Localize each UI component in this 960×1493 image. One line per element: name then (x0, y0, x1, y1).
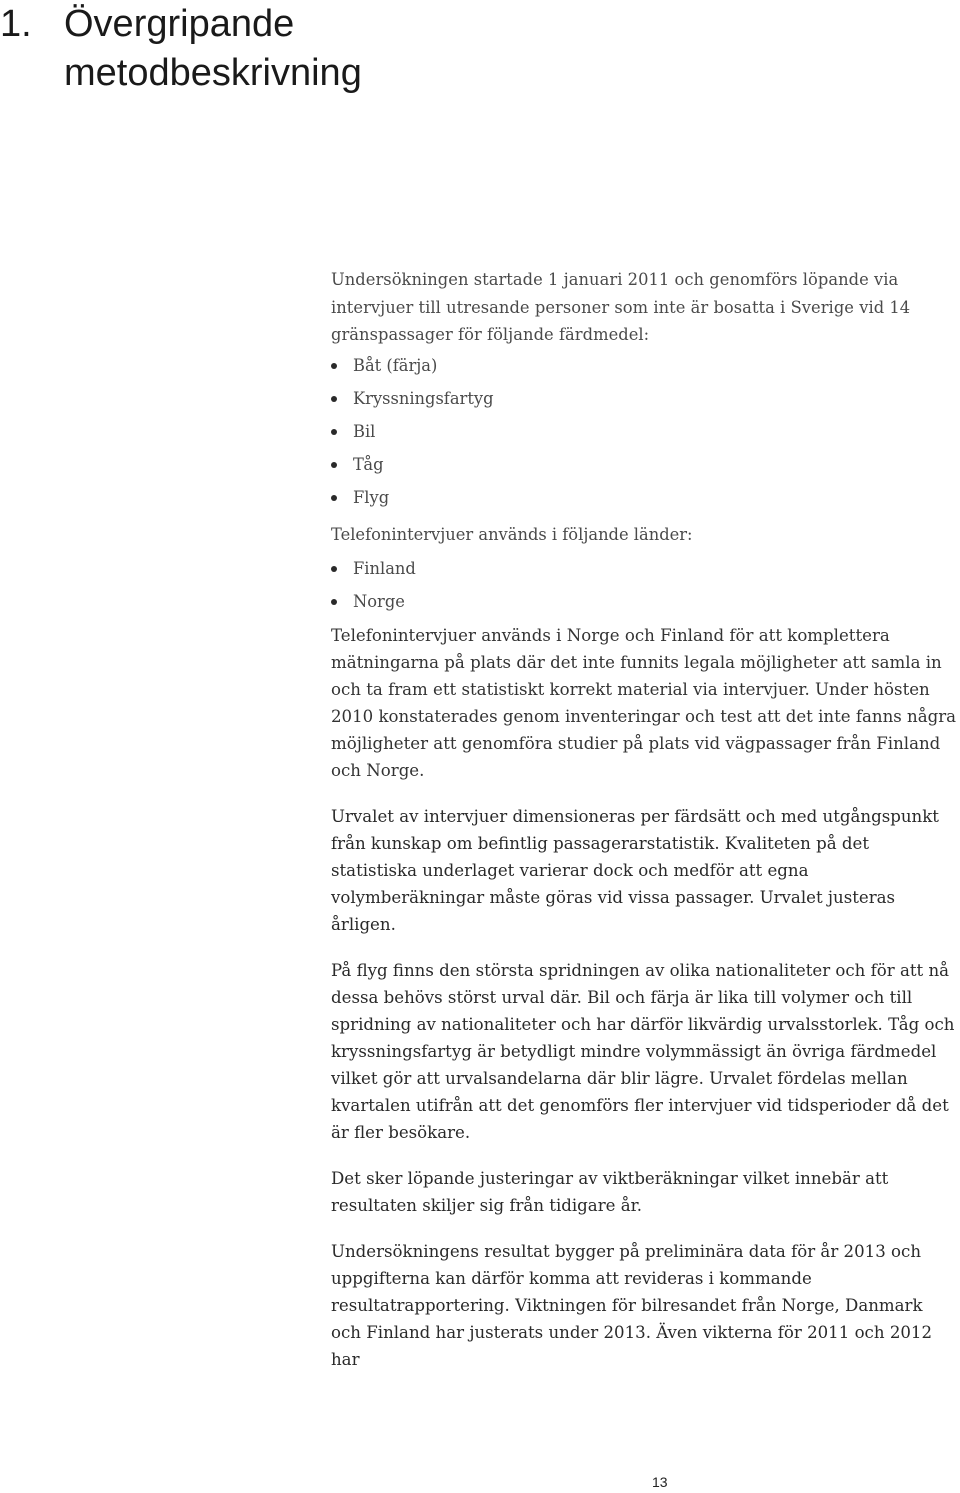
list-item-label: Båt (färja) (353, 355, 438, 375)
chapter-heading (0, 0, 484, 98)
list-item-label: Bil (353, 421, 376, 441)
list-item (331, 481, 957, 514)
bullet-icon (331, 429, 337, 435)
chapter-title: Övergripande metodbeskrivning (64, 3, 362, 94)
bullet-icon (331, 396, 337, 402)
list-item-label: Tåg (353, 455, 384, 475)
bullet-icon (331, 363, 337, 369)
page-number: 13 (652, 1474, 668, 1490)
bullet-icon (331, 599, 337, 605)
list-item (331, 585, 957, 618)
list-item-label: Flyg (353, 488, 390, 508)
list-item (331, 382, 957, 415)
list-item (331, 448, 957, 481)
body-column (331, 266, 957, 1373)
bullet-icon (331, 566, 337, 572)
list-item-label: Norge (353, 591, 405, 611)
list-item (331, 552, 957, 585)
bullet-icon (331, 462, 337, 468)
transport-mode-list (331, 349, 957, 515)
list-item-label: Finland (353, 558, 416, 578)
body-paragraph: Det sker löpande justeringar av viktberäkningar vilket innebär att resultaten skiljer sig från tidigare år. (331, 1168, 889, 1215)
body-paragraph: Urvalet av intervjuer dimensioneras per färdsätt och med utgångspunkt från kunskap om befintlig passagerarstatistik. Kvaliteten på det statistiska underlaget varierar dock och medför att egna volymberäkningar måste göras vid vissa passager. Urvalet justeras årligen. (331, 806, 939, 934)
list-item (331, 415, 957, 448)
country-list (331, 552, 957, 618)
phone-interview-lead: Telefonintervjuer används i följande länder: (331, 524, 693, 544)
chapter-number: 1. (0, 3, 32, 45)
list-item (331, 349, 957, 382)
list-item-label: Kryssningsfartyg (353, 388, 494, 408)
body-paragraph: Undersökningens resultat bygger på preliminära data för år 2013 och uppgifterna kan därför komma att revideras i kommande resultatrapportering. Viktningen för bilresandet från Norge, Danmark och Finland har justerats under 2013. Även vikterna för 2011 och 2012 har (331, 1241, 933, 1369)
bullet-icon (331, 495, 337, 501)
body-paragraph: Telefonintervjuer används i Norge och Finland för att komplettera mätningarna på plats där det inte funnits legala möjligheter att samla in och ta fram ett statistiskt korrekt material via intervjuer. Under hösten 2010 konstaterades genom inventeringar och test att det inte fanns några möjligheter att genomföra studier på plats vid vägpassager från Finland och Norge. (331, 625, 957, 780)
body-paragraph: På flyg finns den största spridningen av olika nationaliteter och för att nå dessa behövs störst urval där. Bil och färja är lika till volymer och till spridning av nationaliteter och har därför likvärdig urvalsstorlek. Tåg och kryssningsfartyg är betydligt mindre volymmässigt än övriga färdmedel vilket gör att urvalsandelarna där blir lägre. Urvalet fördelas mellan kvartalen utifrån att det genomförs fler intervjuer vid tidsperioder då det är fler besökare. (331, 960, 955, 1142)
intro-paragraph: Undersökningen startade 1 januari 2011 och genomförs löpande via intervjuer till utresande personer som inte är bosatta i Sverige vid 14 gränspassager för följande färdmedel: (331, 270, 911, 344)
